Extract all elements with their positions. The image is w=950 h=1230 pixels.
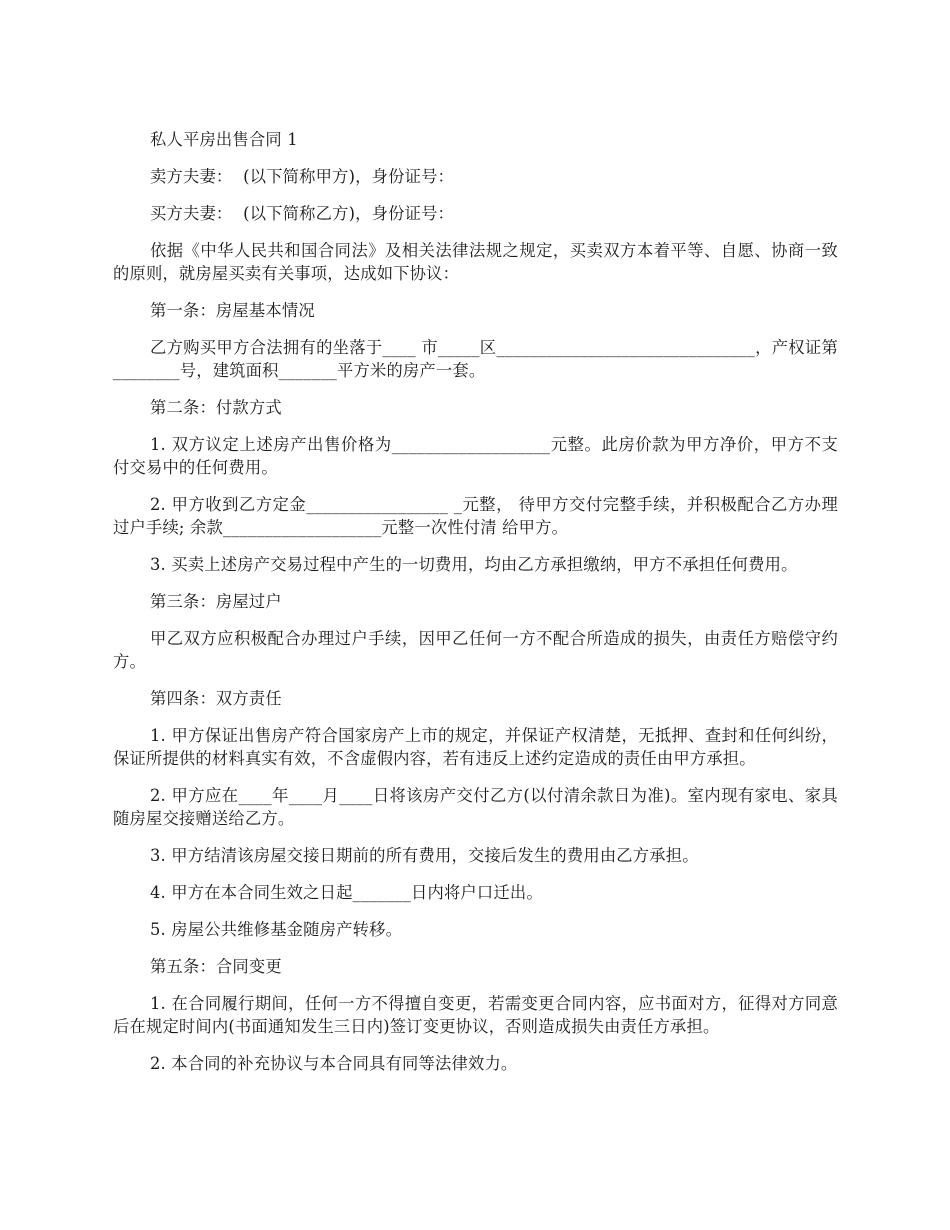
article-4-heading: 第四条：双方责任 xyxy=(150,689,282,708)
seller-line: 卖方夫妻： (以下简称甲方)，身份证号： xyxy=(150,167,455,186)
buyer-line: 买方夫妻： (以下简称乙方)，身份证号： xyxy=(150,204,455,223)
preamble-paragraph: 依据《中华人民共和国合同法》及相关法律法规之规定，买卖双方本着平等、自愿、协商一致的原则，就房屋买卖有关事项，达成如下协议： xyxy=(113,241,838,283)
article-4-clause-2: 2. 甲方应在____年____月____日将该房产交付乙方(以付清余款日为准)。室内现有家电、家具随房屋交接赠送给乙方。 xyxy=(113,786,838,828)
article-2-heading: 第二条：付款方式 xyxy=(150,398,282,417)
article-5-clause-1: 1. 在合同履行期间，任何一方不得擅自变更，若需变更合同内容，应书面对方，征得对方同意后在规定时间内(书面通知发生三日内)签订变更协议，否则造成损失由责任方承担。 xyxy=(113,994,838,1036)
article-5-clause-2: 2. 本合同的补充协议与本合同具有同等法律效力。 xyxy=(150,1054,518,1073)
article-3-body: 甲乙双方应积极配合办理过户手续，因甲乙任何一方不配合所造成的损失，由责任方赔偿守约方。 xyxy=(113,629,838,671)
article-1-body: 乙方购买甲方合法拥有的坐落于____ 市_____区_______________________________，产权证第________号，建筑面积_______平方米的房产一套。 xyxy=(113,338,838,380)
article-4-clause-4: 4. 甲方在本合同生效之日起_______日内将户口迁出。 xyxy=(150,883,543,902)
article-4-clause-3: 3. 甲方结清该房屋交接日期前的所有费用，交接后发生的费用由乙方承担。 xyxy=(150,846,699,865)
article-2-clause-1: 1. 双方议定上述房产出售价格为___________________元整。此房价款为甲方净价，甲方不支付交易中的任何费用。 xyxy=(113,435,838,477)
contract-page xyxy=(113,128,838,1089)
article-4-clause-5: 5. 房屋公共维修基金随房产转移。 xyxy=(150,920,403,939)
article-4-clause-1: 1. 甲方保证出售房产符合国家房产上市的规定，并保证产权清楚，无抵押、查封和任何纠纷，保证所提供的材料真实有效，不含虚假内容，若有违反上述约定造成的责任由甲方承担。 xyxy=(113,726,838,768)
article-1-heading: 第一条：房屋基本情况 xyxy=(150,301,315,320)
article-5-heading: 第五条：合同变更 xyxy=(150,957,282,976)
article-2-clause-2: 2. 甲方收到乙方定金_________________ _元整， 待甲方交付完整手续，并积极配合乙方办理过户手续; 余款___________________元整一次性付清 给甲方。 xyxy=(113,495,838,537)
article-3-heading: 第三条：房屋过户 xyxy=(150,592,282,611)
document-title: 私人平房出售合同 1 xyxy=(150,130,298,149)
article-2-clause-3: 3. 买卖上述房产交易过程中产生的一切费用，均由乙方承担缴纳，甲方不承担任何费用。 xyxy=(150,555,798,574)
